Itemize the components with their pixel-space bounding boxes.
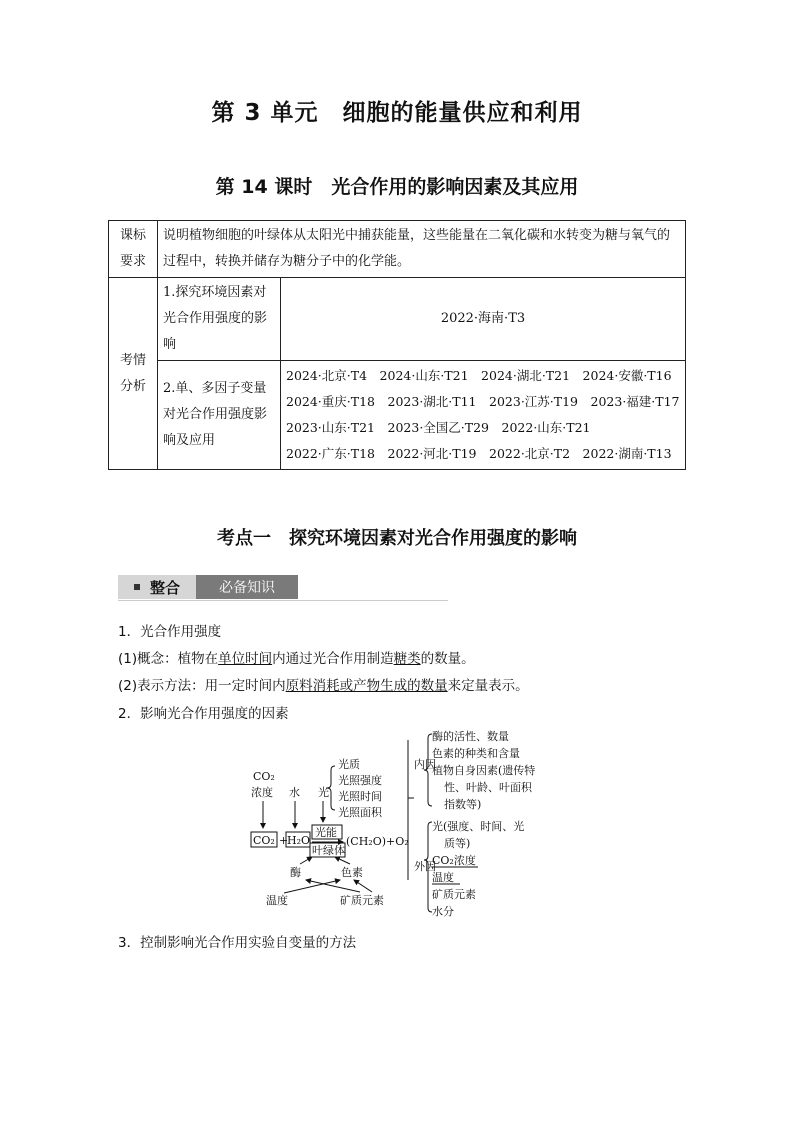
equation-co2: CO₂ bbox=[253, 834, 275, 847]
external-label: 外因 bbox=[414, 860, 436, 873]
light-item: 光照强度 bbox=[338, 774, 382, 787]
unit-title: 第 3 单元 细胞的能量供应和利用 bbox=[211, 100, 583, 126]
paragraph: 3．控制影响光合作用实验自变量的方法 bbox=[118, 935, 357, 951]
external-item: 质等) bbox=[444, 837, 471, 850]
external-item: 水分 bbox=[432, 905, 454, 918]
co2-label: CO₂ bbox=[253, 770, 275, 783]
banner-main: 整合 bbox=[118, 575, 196, 599]
internal-item: 指数等) bbox=[444, 798, 482, 811]
exam-line: 2022·广东·T18 2022·河北·T19 2022·北京·T2 2022·湖南·T13 bbox=[286, 446, 672, 461]
paragraph: (1)概念：植物在单位时间内通过光合作用制造糖类的数量。 bbox=[118, 651, 475, 667]
equation-product: (CH₂O)+O₂ bbox=[346, 835, 409, 848]
internal-item: 植物自身因素(遗传特 bbox=[432, 764, 536, 777]
paragraph: 1．光合作用强度 bbox=[118, 624, 222, 640]
exam-line: 2024·北京·T4 2024·山东·T21 2024·湖北·T21 2024·安徽·T16 bbox=[286, 368, 672, 383]
equation-chloroplast: 叶绿体 bbox=[312, 844, 345, 857]
row-label: 课标 要求 bbox=[109, 221, 158, 278]
internal-label: 内因 bbox=[414, 758, 436, 771]
paragraph: (2)表示方法：用一定时间内原料消耗或产物生成的数量来定量表示。 bbox=[118, 678, 529, 694]
equation-h2o: H₂O bbox=[287, 834, 311, 847]
enzyme-label: 酶 bbox=[290, 866, 301, 879]
light-item: 光质 bbox=[338, 758, 360, 771]
equation-light-energy: 光能 bbox=[315, 826, 337, 839]
temperature-label: 温度 bbox=[266, 894, 288, 907]
internal-item: 性、叶龄、叶面积 bbox=[444, 781, 532, 794]
external-item: 温度 bbox=[432, 871, 454, 884]
paragraph: 2．影响光合作用强度的因素 bbox=[118, 706, 289, 722]
internal-item: 酶的活性、数量 bbox=[432, 730, 509, 743]
light-item: 光照面积 bbox=[338, 806, 382, 819]
minerals-label: 矿质元素 bbox=[340, 894, 384, 907]
water-label: 水 bbox=[289, 786, 300, 799]
internal-item: 色素的种类和含量 bbox=[432, 747, 520, 760]
banner-sub: 必备知识 bbox=[196, 575, 298, 599]
exam-line: 2023·山东·T21 2023·全国乙·T29 2022·山东·T21 bbox=[286, 420, 591, 435]
external-item: 矿质元素 bbox=[432, 888, 476, 901]
standards-text: 说明植物细胞的叶绿体从太阳光中捕获能量，这些能量在二氧化碳和水转变为糖与氧气的过程中，转换并储存为糖分子中的化学能。 bbox=[158, 221, 686, 278]
item2-label: 2.单、多因子变量对光合作用强度影响及应用 bbox=[158, 361, 281, 470]
exam-line: 2024·重庆·T18 2023·湖北·T11 2023·江苏·T19 2023·福建·T17 bbox=[286, 394, 680, 409]
concentration-label: 浓度 bbox=[251, 786, 273, 799]
item1-label: 1.探究环境因素对光合作用强度的影响 bbox=[158, 278, 281, 361]
light-label: 光 bbox=[318, 786, 329, 799]
external-item: 光(强度、时间、光 bbox=[432, 820, 525, 833]
row-label: 考情 分析 bbox=[109, 278, 158, 470]
equation-plus: + bbox=[279, 834, 289, 847]
light-item: 光照时间 bbox=[338, 790, 382, 803]
section-title: 考点一 探究环境因素对光合作用强度的影响 bbox=[217, 528, 577, 549]
pigment-label: 色素 bbox=[341, 866, 363, 879]
item1-exams: 2022·海南·T3 bbox=[281, 278, 686, 361]
external-item: CO₂浓度 bbox=[432, 854, 476, 867]
lesson-title: 第 14 课时 光合作用的影响因素及其应用 bbox=[215, 176, 579, 198]
